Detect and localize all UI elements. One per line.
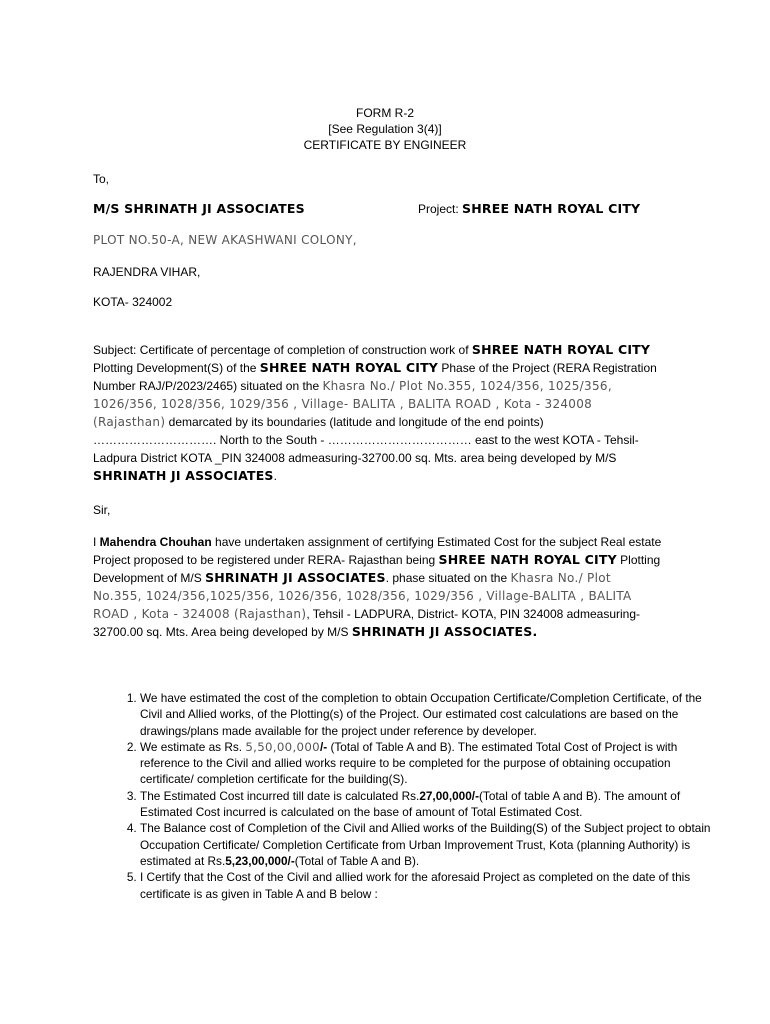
body-developer: SHRINATH JI ASSOCIATES [205, 570, 386, 585]
balance-cost-value: 5,23,00,000/- [225, 853, 295, 868]
regulation-reference: [See Regulation 3(4)] [328, 122, 442, 136]
estimated-cost-value: 5,50,00,000 [245, 739, 320, 754]
address-line-1: PLOT NO.50-A, NEW AKASHWANI COLONY, [93, 233, 357, 247]
project-label: Project: [418, 202, 459, 216]
subject-project-name: SHREE NATH ROYAL CITY [259, 360, 439, 375]
engineer-name: Mahendra Chouhan [99, 535, 212, 549]
subject-text: Plotting Development(S) of the [93, 361, 260, 375]
list-item [140, 739, 725, 788]
form-number: FORM R-2 [356, 106, 414, 120]
body-project-name: SHREE NATH ROYAL CITY [438, 552, 617, 567]
list-item [140, 820, 725, 869]
addressee-company: M/S SHRINATH JI ASSOCIATES [93, 201, 305, 216]
list-item-text: We have estimated the cost of the completion to obtain Occupation Certificate/Completion Certificate, of the Civil and Allied works, of the Plotting(s) of the Project. Our estimated cost calculations are based on the drawings/plans made available for the project under reference by developer. [140, 691, 702, 738]
body-text: , Tehsil - LADPURA, District- KOTA, PIN 324008 admeasuring-32700.00 sq. Mts. Area being developed by M/S [93, 607, 641, 639]
to-label: To, [93, 172, 110, 186]
list-item-text: The Estimated Cost incurred till date is calculated Rs. [140, 788, 420, 803]
salutation: Sir, [93, 503, 111, 517]
subject-text: demarcated by its boundaries (latitude and longitude of the end points) …………………………. North to the South - ……………………………… east to the west KOTA - Tehsil-Ladpura District KOTA _PIN 324008 admeasuring-32700.00 sq. Mts. area being developed by M/S [93, 415, 639, 465]
list-item-text: We estimate as Rs. [140, 739, 246, 754]
body-text: Plotting Development of M/S [93, 553, 661, 585]
certification-list [93, 690, 725, 902]
body-location: Khasra No./ Plot No.355, 1024/356,1025/356, 1026/356, 1028/356, 1029/356 , Village-BALITA , BALITA ROAD , Kota - 324008 (Rajasthan) [93, 571, 632, 621]
body-developer: SHRINATH JI ASSOCIATES [351, 624, 533, 639]
body-text: I [93, 535, 100, 549]
subject-text: . [273, 469, 277, 483]
list-item-text: (Total of table A and B). The amount of Estimated Cost incurred is calculated on the base of amount of Total Estimated Cost. [140, 788, 681, 820]
list-item [140, 788, 725, 821]
body-paragraph [93, 533, 663, 641]
project-line [418, 201, 640, 217]
body-text: . phase situated on the [385, 571, 511, 585]
list-item [140, 869, 725, 902]
list-item-text: I Certify that the Cost of the Civil and allied work for the aforesaid Project as completed on the date of this certificate is as given in Table A and B below : [140, 870, 691, 901]
address-line-2: RAJENDRA VIHAR, [93, 265, 201, 279]
document-title: CERTIFICATE BY ENGINEER [303, 138, 467, 152]
project-name: SHREE NATH ROYAL CITY [462, 201, 641, 216]
subject-project-name: SHREE NATH ROYAL CITY [471, 342, 651, 357]
body-text: have undertaken assignment of certifying Estimated Cost for the subject Real estate Project proposed to be registered under RERA- Rajasthan being [93, 535, 662, 567]
body-text: . [532, 624, 538, 639]
subject-paragraph [93, 341, 663, 485]
list-item [140, 690, 725, 739]
subject-text: Subject: Certificate of percentage of completion of construction work of [93, 343, 472, 357]
subject-text: Phase of the Project (RERA Registration Number RAJ/P/2023/2465) situated on the [93, 361, 657, 393]
subject-location: Khasra No./ Plot No.355, 1024/356, 1025/356, 1026/356, 1028/356, 1029/356 , Village- BALITA , BALITA ROAD , Kota - 324008 (Rajasthan) [93, 379, 612, 429]
list-item-text: (Total of Table A and B). [294, 853, 420, 868]
list-item-text: /- [319, 739, 328, 754]
address-line-3: KOTA- 324002 [93, 295, 173, 309]
subject-developer: SHRINATH JI ASSOCIATES [93, 468, 274, 483]
incurred-cost-value: 27,00,000/- [419, 788, 479, 803]
list-item-text: (Total of Table A and B). The estimated Total Cost of Project is with reference to the Civil and allied works require to be completed for the purpose of obtaining occupation certificate/ completion certificate for the building(S). [140, 739, 678, 787]
list-item-text: The Balance cost of Completion of the Civil and Allied works of the Building(S) of the Subject project to obtain Occupation Certificate/ Completion Certificate from Urban Improvement Trust, Kota (planning Authority) is estimated at Rs. [140, 821, 711, 868]
